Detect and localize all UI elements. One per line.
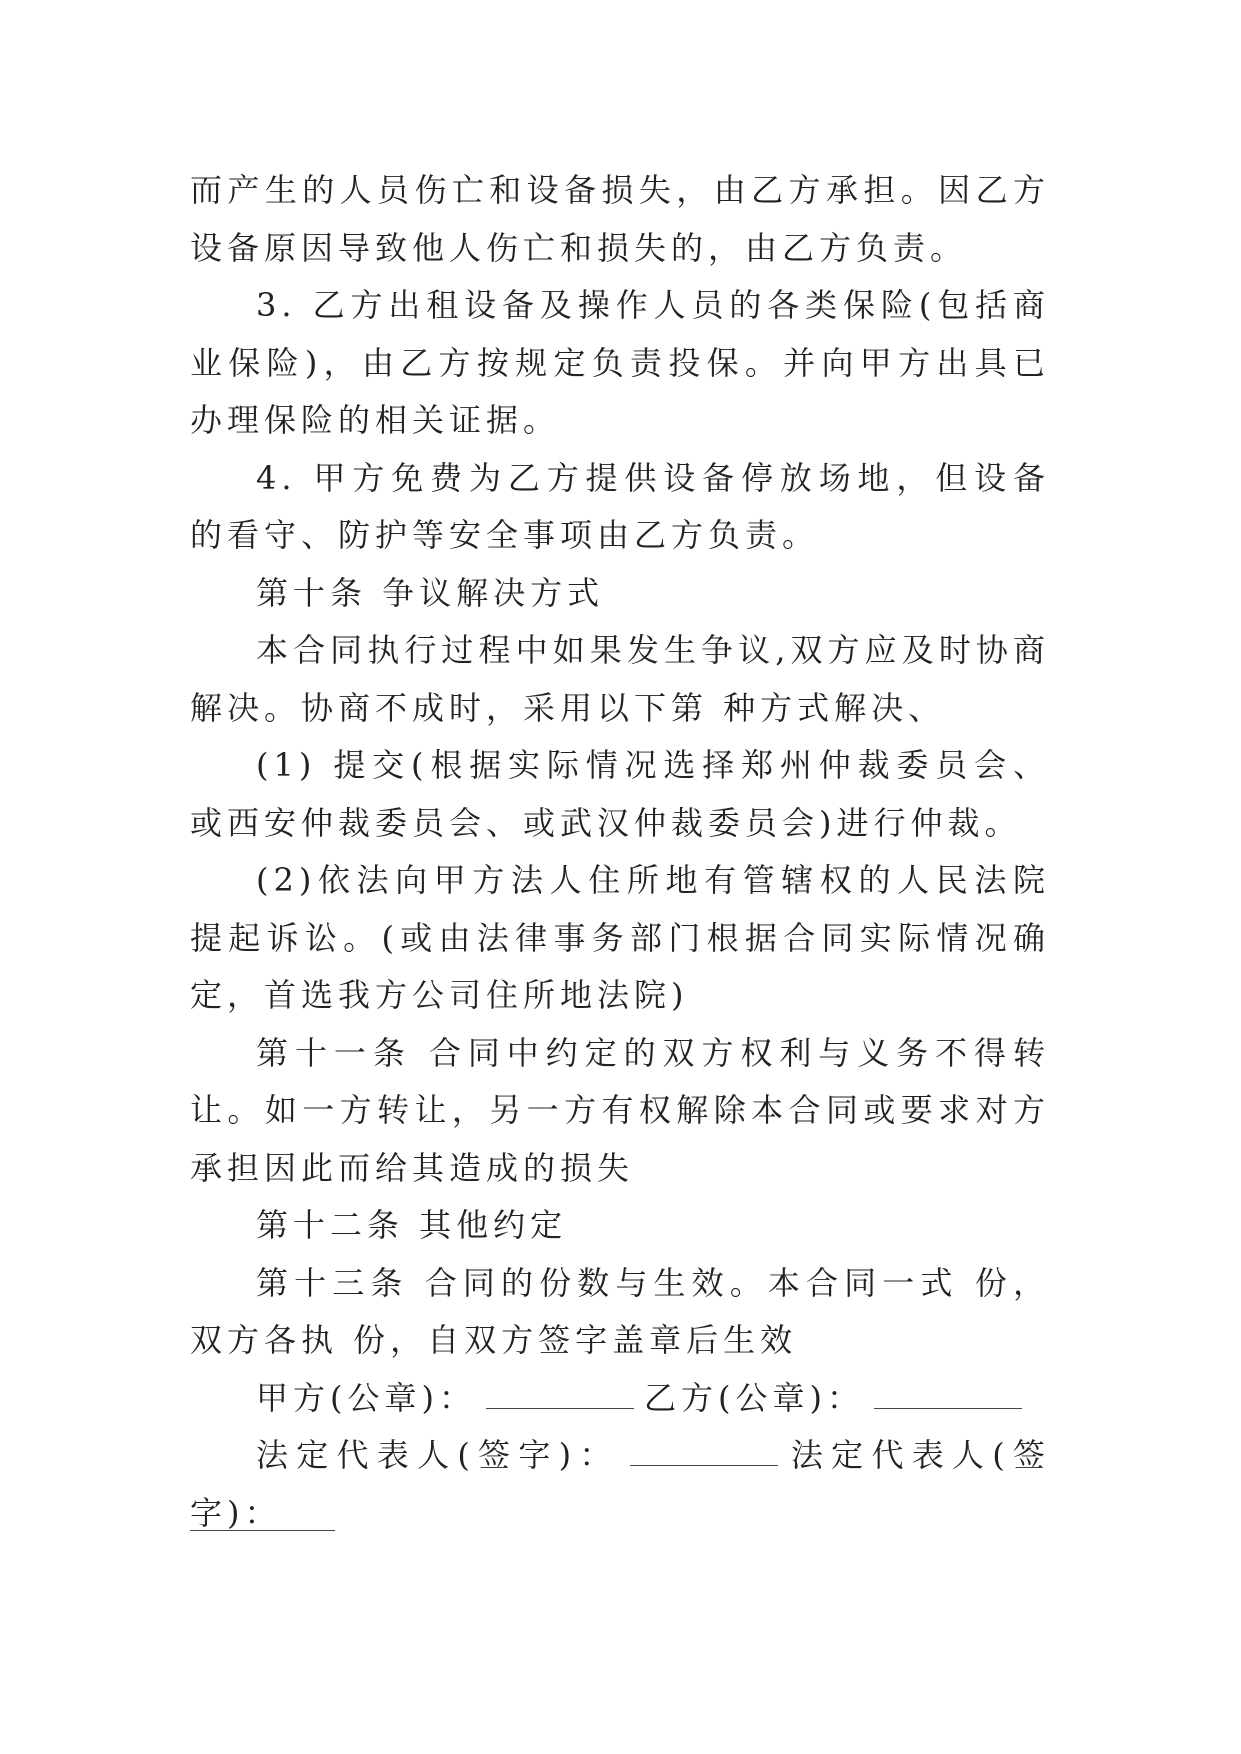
paragraph-arbitration: (1) 提交(根据实际情况选择郑州仲裁委员会、或西安仲裁委员会、或武汉仲裁委员会)进行仲裁。 <box>190 746 1050 842</box>
party-b-seal-label: 乙方(公章)： <box>643 1378 864 1417</box>
contract-body <box>190 162 1050 1542</box>
heading-article-12: 第十二条 其他约定 <box>256 1206 568 1244</box>
paragraph-litigation: (2)依法向甲方法人住所地有管辖权的人民法院提起诉讼。(或由法律事务部门根据合同实际情况确定，首选我方公司住所地法院) <box>190 861 1050 1014</box>
paragraph-continuation: 而产生的人员伤亡和设备损失，由乙方承担。因乙方设备原因导致他人伤亡和损失的，由乙方负责。 <box>190 171 1050 267</box>
paragraph-article-13: 第十三条 合同的份数与生效。本合同一式 份，双方各执 份，自双方签字盖章后生效 <box>190 1263 1050 1359</box>
signature-row-seal <box>190 1370 1050 1428</box>
party-b-seal-blank <box>874 1382 1022 1409</box>
paragraph-clause-4: 4. 甲方免费为乙方提供设备停放场地，但设备的看守、防护等安全事项由乙方负责。 <box>190 458 1050 554</box>
heading-article-10: 第十条 争议解决方式 <box>256 573 605 612</box>
paragraph-article-11: 第十一条 合同中约定的双方权利与义务不得转让。如一方转让，另一方有权解除本合同或要求对方承担因此而给其造成的损失 <box>190 1033 1050 1187</box>
party-b-rep-blank <box>190 1530 335 1531</box>
party-a-seal-blank <box>486 1382 634 1409</box>
party-a-rep-blank <box>630 1439 778 1466</box>
party-a-seal-label: 甲方(公章)： <box>256 1378 476 1417</box>
paragraph-dispute: 本合同执行过程中如果发生争议,双方应及时协商解决。协商不成时，采用以下第 种方式解决、 <box>190 631 1050 727</box>
paragraph-clause-3: 3. 乙方出租设备及操作人员的各类保险(包括商业保险)，由乙方按规定负责投保。并向甲方出具已办理保险的相关证据。 <box>190 286 1050 439</box>
party-a-rep-label: 法定代表人(签字)： <box>256 1436 620 1474</box>
party-b-rep-label: 法定代表人(签字)： <box>190 1436 1050 1532</box>
signature-row-rep <box>190 1427 1050 1542</box>
